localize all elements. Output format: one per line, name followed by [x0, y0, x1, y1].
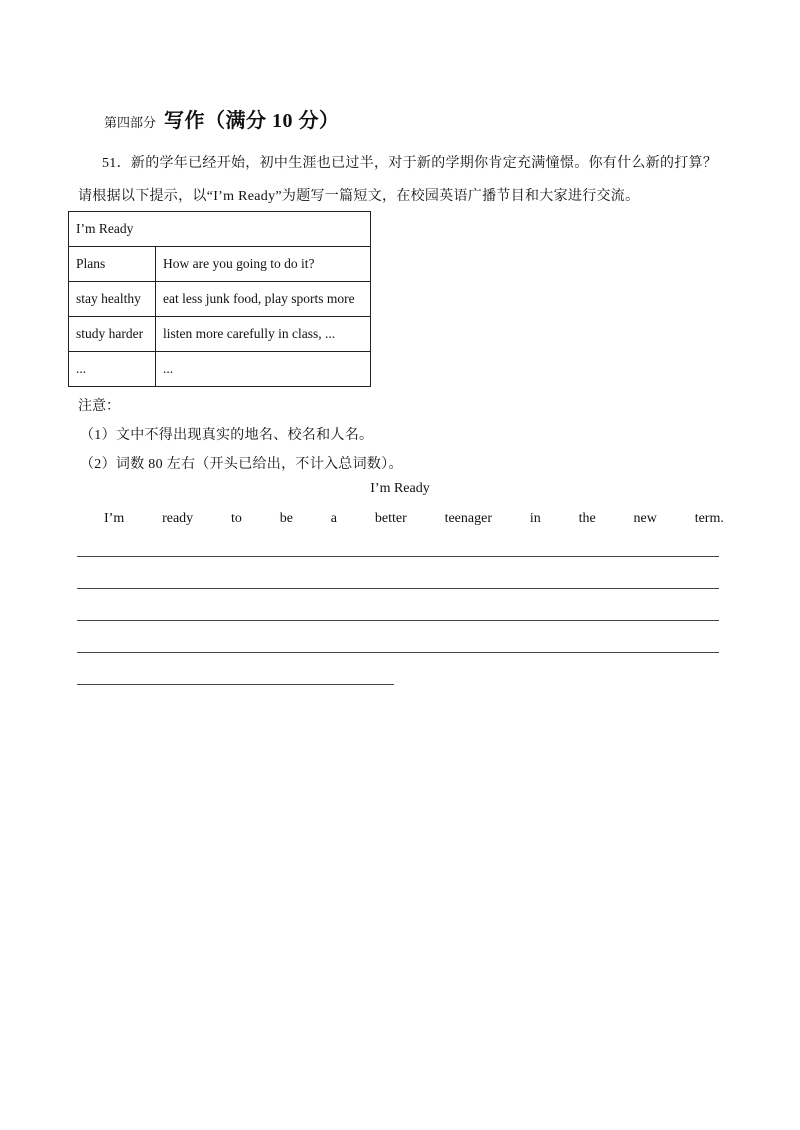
part-label: 第四部分	[104, 115, 157, 130]
table-row	[69, 352, 371, 387]
answer-line[interactable]	[77, 556, 719, 557]
table-row	[69, 282, 371, 317]
answer-line[interactable]	[77, 684, 394, 685]
table-cell-method: How are you going to do it?	[156, 247, 371, 282]
answer-line[interactable]	[77, 620, 719, 621]
table-title-row	[69, 212, 371, 247]
notes-heading: 注意：	[78, 399, 120, 414]
table-row	[69, 247, 371, 282]
table-cell-plan: study harder	[69, 317, 156, 352]
table-title-cell: I’m Ready	[69, 212, 371, 247]
essay-opening-sentence	[104, 511, 724, 527]
table-cell-method: listen more carefully in class, ...	[156, 317, 371, 352]
answer-line[interactable]	[77, 588, 719, 589]
table-cell-method: ...	[156, 352, 371, 387]
note-item: （2）词数 80 左右（开头已给出，不计入总词数）。	[80, 457, 403, 472]
note-item: （1）文中不得出现真实的地名、校名和人名。	[80, 428, 374, 443]
question-text-line-1: 51．新的学年已经开始，初中生涯也已过半，对于新的学期你肯定充满憧憬。你有什么新的打算？	[102, 156, 718, 171]
table-cell-plan: Plans	[69, 247, 156, 282]
opening-word: the	[578, 511, 596, 526]
section-title: 写作（满分 10 分）	[164, 110, 340, 132]
table-row	[69, 317, 371, 352]
opening-word: new	[633, 511, 657, 526]
essay-title: I’m Ready	[370, 481, 430, 496]
table-cell-plan: stay healthy	[69, 282, 156, 317]
opening-word: I’m	[104, 511, 125, 526]
plan-table	[68, 211, 371, 387]
opening-word: to	[231, 511, 242, 526]
opening-word: term.	[694, 511, 724, 526]
table-cell-plan: ...	[69, 352, 156, 387]
opening-word: be	[279, 511, 293, 526]
table-cell-method: eat less junk food, play sports more	[156, 282, 371, 317]
opening-word: ready	[162, 511, 194, 526]
opening-word: in	[529, 511, 541, 526]
question-text-line-2: 请根据以下提示，以“I’m Ready”为题写一篇短文，在校园英语广播节目和大家进行交流。	[78, 189, 640, 204]
answer-line[interactable]	[77, 652, 719, 653]
section-header	[104, 104, 340, 133]
opening-word: better	[374, 511, 407, 526]
opening-word: teenager	[444, 511, 492, 526]
opening-word: a	[330, 511, 338, 526]
